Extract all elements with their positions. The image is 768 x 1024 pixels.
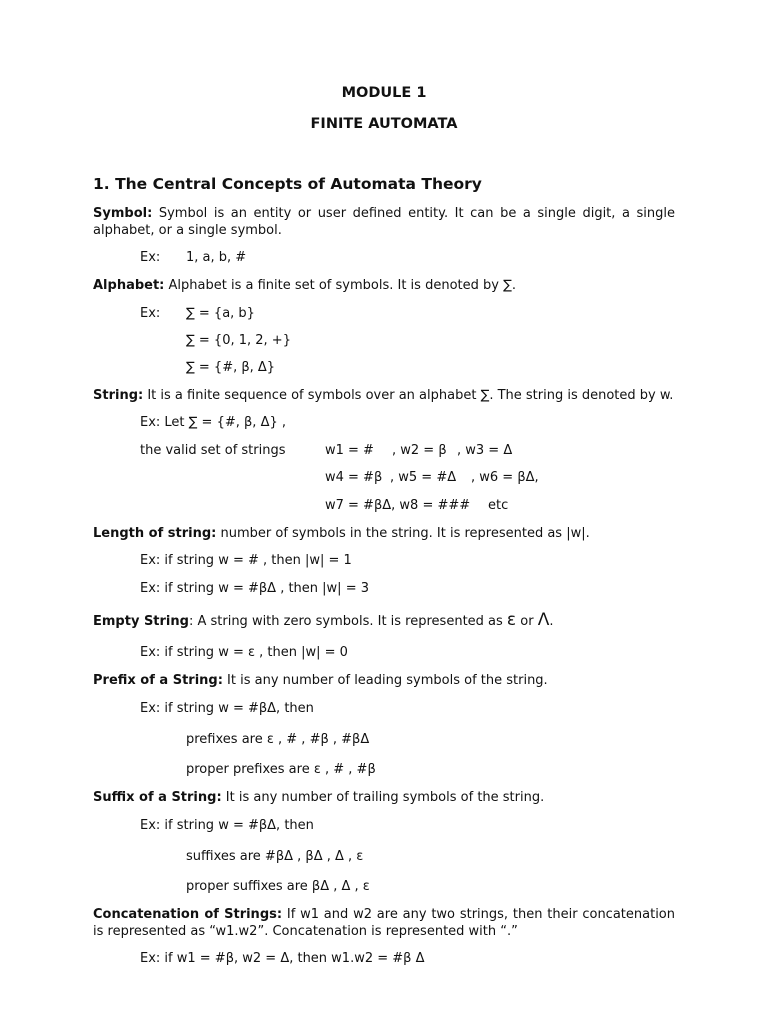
concatenation-example: Ex: if w1 = #β, w2 = Δ, then w1.w2 = #β Δ <box>140 951 425 966</box>
length-term: Length of string: <box>93 526 217 541</box>
alphabet-example: ∑ = {0, 1, 2, +} <box>186 333 291 348</box>
prefix-text: It is any number of leading symbols of the string. <box>222 673 548 688</box>
alphabet-example: ∑ = {#, β, Δ} <box>186 360 276 375</box>
suffix-example: Ex: if string w = #βΔ, then <box>140 818 314 833</box>
symbol-ex-label: Ex: <box>140 250 161 265</box>
epsilon-symbol: ε <box>506 610 517 630</box>
length-text: number of symbols in the string. It is represented as |w|. <box>216 526 590 541</box>
string-example: , w5 = #Δ <box>390 470 457 485</box>
symbol-definition <box>93 205 675 239</box>
empty-text: or <box>516 614 538 629</box>
empty-string-example: Ex: if string w = ε , then |w| = 0 <box>140 645 348 660</box>
prefix-term: Prefix of a String: <box>93 673 223 688</box>
lambda-symbol: Λ <box>537 610 550 630</box>
proper-suffixes-list: proper suffixes are βΔ , Δ , ε <box>186 879 370 894</box>
symbol-text: Symbol is an entity or user defined entity. It can be a single digit, a single alphabet, or a single symbol. <box>93 206 675 238</box>
alphabet-ex-label: Ex: <box>140 306 161 321</box>
concatenation-definition <box>93 906 675 940</box>
proper-prefixes-list: proper prefixes are ε , # , #β <box>186 762 376 777</box>
string-example: , w6 = βΔ, <box>471 470 539 485</box>
empty-string-definition <box>93 611 553 631</box>
length-definition <box>93 525 590 543</box>
string-definition <box>93 387 673 405</box>
string-example: , w3 = Δ <box>457 443 513 458</box>
module-heading: MODULE 1 <box>341 85 427 101</box>
concatenation-term: Concatenation of Strings: <box>93 907 283 922</box>
string-valid-label: the valid set of strings <box>140 443 286 458</box>
alphabet-example: ∑ = {a, b} <box>186 306 255 321</box>
string-ex-line: Ex: Let ∑ = {#, β, Δ} , <box>140 415 286 430</box>
string-term: String: <box>93 388 144 403</box>
string-example: , w2 = β <box>392 443 447 458</box>
empty-text: : A string with zero symbols. It is represented as <box>188 614 507 629</box>
section-title: 1. The Central Concepts of Automata Theory <box>93 175 482 193</box>
string-text: It is a finite sequence of symbols over an alphabet ∑. The string is denoted by w. <box>143 388 674 403</box>
length-example: Ex: if string w = #βΔ , then |w| = 3 <box>140 581 369 596</box>
symbol-ex-value: 1, a, b, # <box>186 250 247 265</box>
symbol-term: Symbol: <box>93 206 153 221</box>
prefix-example: Ex: if string w = #βΔ, then <box>140 701 314 716</box>
prefix-definition <box>93 672 548 690</box>
length-example: Ex: if string w = # , then |w| = 1 <box>140 553 352 568</box>
string-example: w7 = #βΔ, w8 = ### <box>325 498 471 513</box>
alphabet-term: Alphabet: <box>93 278 165 293</box>
empty-text: . <box>549 614 554 629</box>
suffix-term: Suffix of a String: <box>93 790 222 805</box>
alphabet-text: Alphabet is a finite set of symbols. It is denoted by ∑. <box>164 278 516 293</box>
document-title: FINITE AUTOMATA <box>310 116 458 132</box>
suffixes-list: suffixes are #βΔ , βΔ , Δ , ε <box>186 849 364 864</box>
prefixes-list: prefixes are ε , # , #β , #βΔ <box>186 732 370 747</box>
string-example: w4 = #β <box>325 470 383 485</box>
suffix-definition <box>93 789 544 807</box>
suffix-text: It is any number of trailing symbols of the string. <box>221 790 545 805</box>
string-etc: etc <box>488 498 509 513</box>
alphabet-definition <box>93 277 516 295</box>
concatenation-text: If w1 and w2 are any two strings, then their concatenation is represented as “w1.w2”. Concatenation is represented with “.” <box>93 907 675 939</box>
empty-string-term: Empty String <box>93 614 189 629</box>
string-example: w1 = # <box>325 443 374 458</box>
